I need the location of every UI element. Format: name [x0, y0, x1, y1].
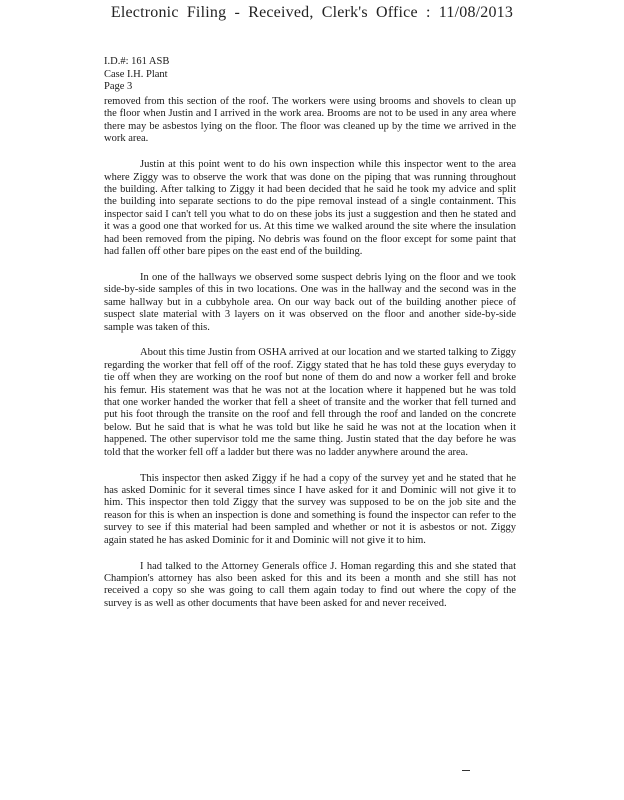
case-name: Case I.H. Plant [104, 68, 168, 80]
paragraph: I had talked to the Attorney Generals office J. Homan regarding this and she stated that Champion's attorney has also been asked for this and its been a month and she still has not received a copy so she was going to call them again today to find out where the copy of the survey is as well as other documents that have been asked for and never received. [104, 560, 516, 609]
paragraph: Justin at this point went to do his own inspection while this inspector went to the area where Ziggy was to observe the work that was done on the piping that was running throughout the building. After talking to Ziggy it had been decided that he said he took my advice and split the building into separate sections to do the pipe removal instead of a single containment. This inspector said I can't tell you what to do on these jobs its just a suggestion and then he stated and it was a good one that worked for us. At this time we walked around the site where the insulation had been removed from the piping. No debris was found on the floor except for some paint that had fallen off other bare pipes on the east end of the building. [104, 159, 516, 257]
paragraph: In one of the hallways we observed some suspect debris lying on the floor and we took side-by-side samples of this in two locations. One was in the hallway and the second was in the same hallway but in a cubbyhole area. On our way back out of the building another piece of suspect slate material with 3 layers on it was observed on the floor and another side-by-side sample was taken of this. [104, 271, 516, 333]
id-number: I.D.#: 161 ASB [104, 56, 170, 67]
filing-stamp: Electronic Filing - Received, Clerk's Office : 11/08/2013 [110, 4, 514, 21]
paragraph-continued: removed from this section of the roof. The workers were using brooms and shovels to clean up the floor when Justin and I arrived in the work area. Brooms are not to be used in any area where there may be asbestos lying on the floor. The floor was cleaned up by the time we arrived in the work area. [104, 96, 516, 145]
paragraph: This inspector then asked Ziggy if he had a copy of the survey yet and he stated that he has asked Dominic for it several times since I have asked for it and Dominic will not give it to him. This inspector then told Ziggy that the survey was supposed to be on the job site and the reason for this is when an inspection is done and something is found the inspector can refer to the survey to see if this material had been sampled and whether or not it is asbestos or not. Ziggy again stated he has asked Dominic for it and Dominic will not give it to him. [104, 472, 516, 546]
page-number: Page 3 [104, 81, 133, 92]
document-body [104, 96, 516, 624]
document-header [104, 56, 169, 94]
scan-mark [462, 770, 470, 771]
paragraph: About this time Justin from OSHA arrived at our location and we started talking to Ziggy regarding the worker that fell off of the roof. Ziggy stated that he has told these guys everyday to tie off when they are working on the roof but none of them do and now a worker fell and broke his femur. His statement was that he was not at the location where it happened but he was told that one worker handed the worker that fell a sheet of transite and the worker that fell turned and put his foot through the transite on the roof and fell through the roof and landed on the concrete below. But he said that is what he was told but like he said he was not at the location when it happened. The other supervisor told me the same thing. Justin stated that the day before he was told that the worker fell off a ladder but there was no ladder anywhere around the area. [104, 347, 516, 458]
